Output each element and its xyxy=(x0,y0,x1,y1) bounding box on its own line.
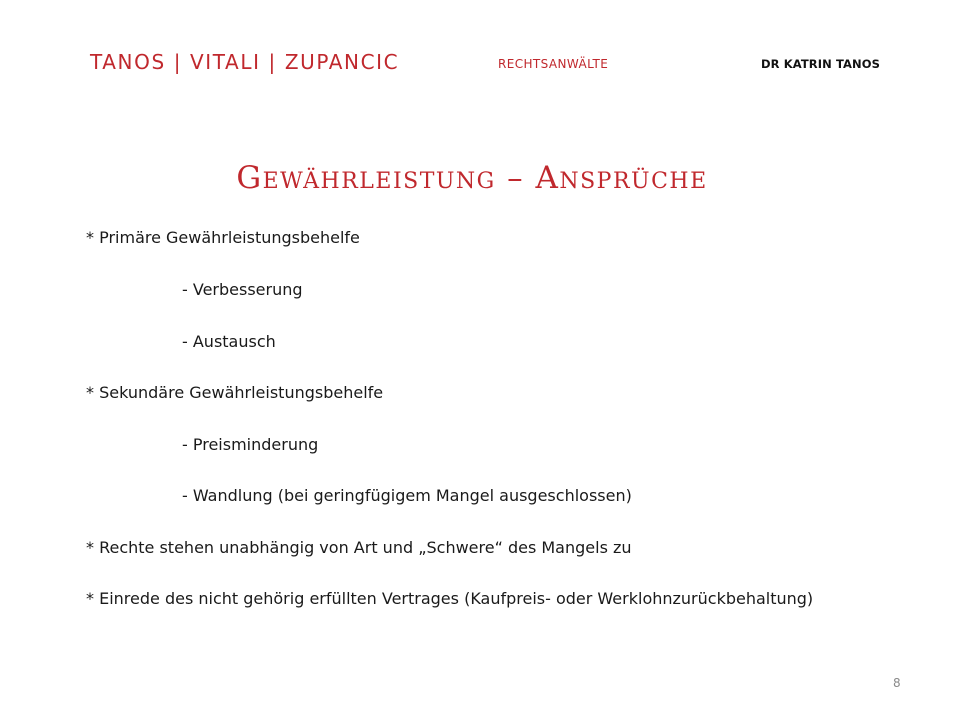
sub-item-repair: - Verbesserung xyxy=(182,280,303,299)
bullet-secondary-remedies: * Sekundäre Gewährleistungsbehelfe xyxy=(86,383,384,402)
page-number: 8 xyxy=(893,676,901,690)
presenter-name: DR KATRIN TANOS xyxy=(761,57,880,71)
firm-name: TANOS | VITALI | ZUPANCIC xyxy=(90,50,400,74)
sub-item-rescission: - Wandlung (bei geringfügigem Mangel ausgeschlossen) xyxy=(182,486,632,505)
firm-subtitle: RECHTSANWÄLTE xyxy=(498,57,609,71)
bullet-primary-remedies: * Primäre Gewährleistungsbehelfe xyxy=(86,228,360,247)
bullet-rights-independent: * Rechte stehen unabhängig von Art und „Schwere“ des Mangels zu xyxy=(86,538,632,557)
bullet-defense-nonperformance: * Einrede des nicht gehörig erfüllten Vertrages (Kaufpreis- oder Werklohnzurückbehaltung) xyxy=(86,589,814,608)
slide-title: Gewährleistung – Ansprüche xyxy=(236,160,708,196)
slide-header xyxy=(90,50,880,80)
sub-item-replacement: - Austausch xyxy=(182,332,276,351)
sub-item-price-reduction: - Preisminderung xyxy=(182,435,319,454)
